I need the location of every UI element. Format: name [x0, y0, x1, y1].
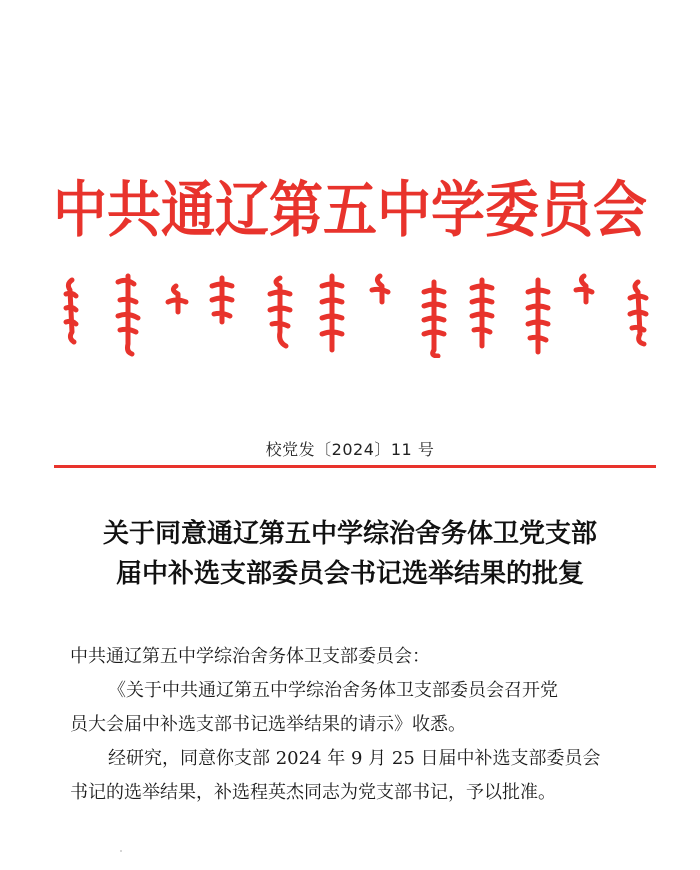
paragraph-2-line-2: 书记的选举结果，补选程英杰同志为党支部书记，予以批准。: [70, 782, 556, 803]
paragraph-1-line-2: 员大会届中补选支部书记选举结果的请示》收悉。: [70, 714, 466, 735]
salutation: 中共通辽第五中学综治舍务体卫支部委员会：: [70, 646, 430, 667]
paragraph-2-line-1: 经研究，同意你支部 2024 年 9 月 25 日届中补选支部委员会: [108, 748, 601, 769]
document-title-line-1: 关于同意通辽第五中学综治舍务体卫党支部: [102, 519, 597, 549]
document-title-line-2: 届中补选支部委员会书记选举结果的批复: [115, 559, 584, 589]
mongolian-script-header: [58, 272, 658, 358]
paragraph-1-line-1: 《关于中共通辽第五中学综治舍务体卫支部委员会召开党: [108, 680, 558, 701]
red-divider-line: [54, 465, 656, 468]
org-header-title: 中共通辽第五中学委员会: [53, 174, 647, 246]
document-number: 校党发〔2024〕11 号: [265, 440, 435, 459]
scan-speck: [120, 850, 122, 852]
document-body: [70, 640, 650, 810]
document-title: [0, 514, 700, 594]
mongolian-script-graphic: [58, 272, 658, 358]
